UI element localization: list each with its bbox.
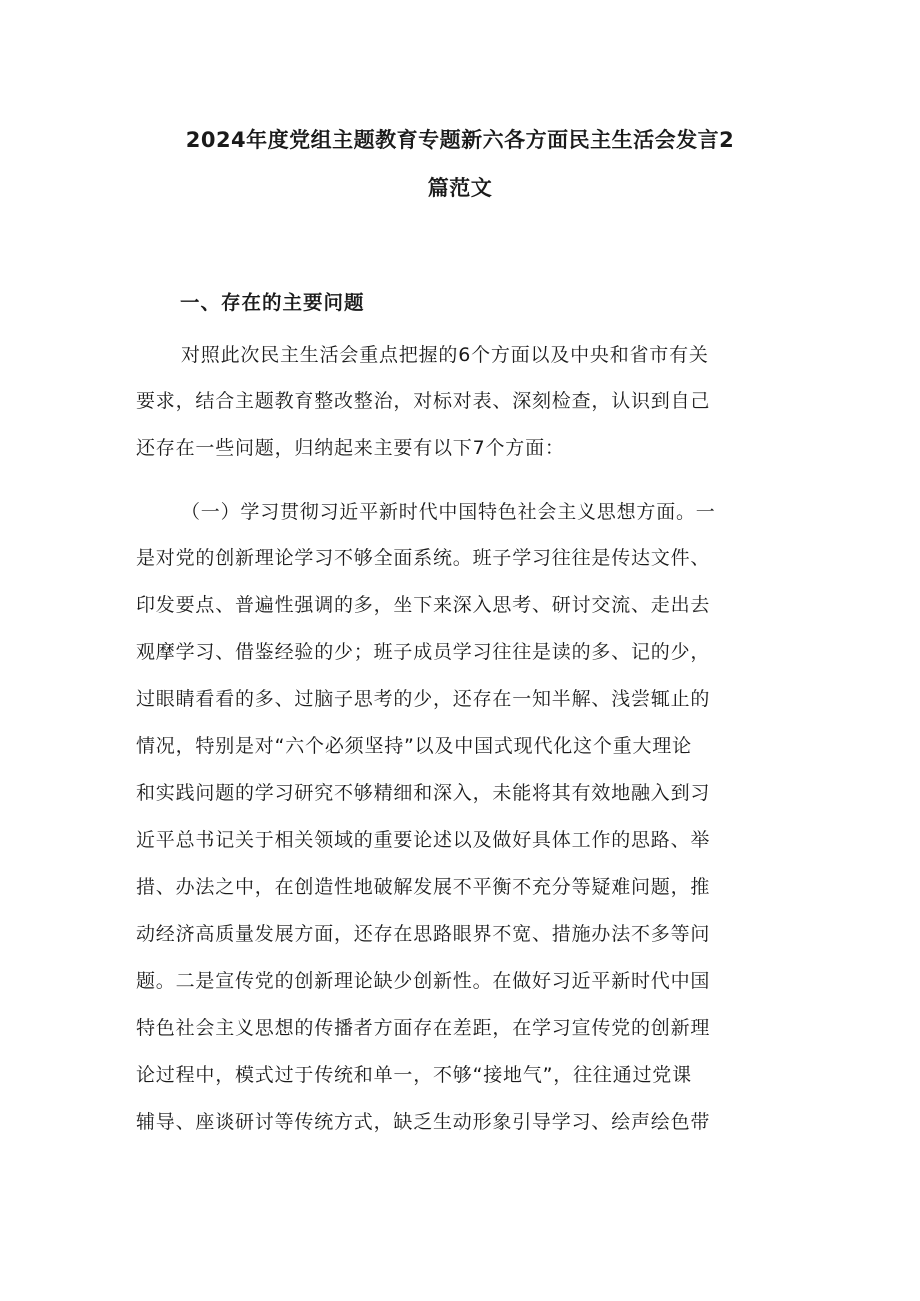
- paragraph-2-line: 情况，特别是对“六个必须坚持”以及中国式现代化这个重大理论: [136, 735, 692, 757]
- paragraph-2-line: 辅导、座谈研讨等传统方式，缺乏生动形象引导学习、绘声绘色带: [136, 1111, 711, 1133]
- paragraph-2-line: 和实践问题的学习研究不够精细和深入，未能将其有效地融入到习: [136, 782, 711, 804]
- paragraph-2-line: 过眼睛看看的多、过脑子思考的少，还存在一知半解、浅尝辄止的: [136, 688, 711, 710]
- document-title-line-1: 2024年度党组主题教育专题新六各方面民主生活会发言2: [185, 128, 735, 152]
- paragraph-2-line: （一）学习贯彻习近平新时代中国特色社会主义思想方面。一: [181, 501, 716, 523]
- paragraph-1-line: 对照此次民主生活会重点把握的6个方面以及中央和省市有关: [181, 344, 709, 366]
- document-title-line-2: 篇范文: [427, 176, 493, 200]
- paragraph-2-line: 动经济高质量发展方面，还存在思路眼界不宽、措施办法不多等问: [136, 923, 711, 945]
- paragraph-2-line: 观摩学习、借鉴经验的少；班子成员学习往往是读的多、记的少，: [136, 641, 711, 663]
- paragraph-1-line: 要求，结合主题教育整改整治，对标对表、深刻检查，认识到自己: [136, 390, 711, 412]
- paragraph-1-line: 还存在一些问题，归纳起来主要有以下7个方面：: [136, 437, 565, 459]
- paragraph-2-line: 印发要点、普遍性强调的多，坐下来深入思考、研讨交流、走出去: [136, 594, 711, 616]
- paragraph-2-line: 措、办法之中，在创造性地破解发展不平衡不充分等疑难问题，推: [136, 876, 711, 898]
- paragraph-2-line: 特色社会主义思想的传播者方面存在差距，在学习宣传党的创新理: [136, 1017, 711, 1039]
- paragraph-2-line: 近平总书记关于相关领域的重要论述以及做好具体工作的思路、举: [136, 829, 711, 851]
- paragraph-2-line: 是对党的创新理论学习不够全面系统。班子学习往往是传达文件、: [136, 547, 711, 569]
- section-heading: 一、存在的主要问题: [180, 291, 365, 314]
- paragraph-2-line: 题。二是宣传党的创新理论缺少创新性。在做好习近平新时代中国: [136, 970, 711, 992]
- paragraph-2-line: 论过程中，模式过于传统和单一，不够“接地气”，往往通过党课: [136, 1064, 692, 1086]
